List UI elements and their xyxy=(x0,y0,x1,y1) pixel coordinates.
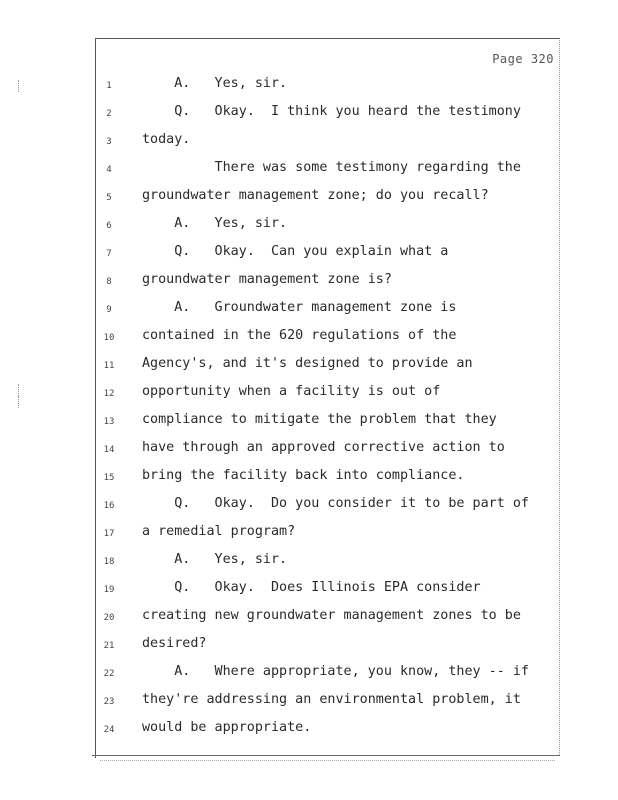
line-number: 11 xyxy=(103,361,115,371)
line-number: 13 xyxy=(103,417,115,427)
transcript-line: groundwater management zone; do you recall? xyxy=(142,188,489,203)
line-number: 21 xyxy=(103,641,115,651)
transcript-line: contained in the 620 regulations of the xyxy=(142,328,457,343)
transcript-line: would be appropriate. xyxy=(142,720,312,735)
transcript-line: have through an approved corrective action to xyxy=(142,440,505,455)
line-number: 22 xyxy=(103,669,115,679)
line-number: 16 xyxy=(103,501,115,511)
transcript-line: A. Yes, sir. xyxy=(142,216,288,231)
page-number: Page 320 xyxy=(492,52,554,66)
bottom-dotted-rule xyxy=(100,760,555,761)
transcript-line: There was some testimony regarding the xyxy=(142,160,521,175)
line-number: 18 xyxy=(103,557,115,567)
transcript-line: a remedial program? xyxy=(142,524,296,539)
line-number: 1 xyxy=(106,81,112,91)
bottom-rule xyxy=(92,755,560,756)
transcript-line: Q. Okay. I think you heard the testimony xyxy=(142,104,521,119)
transcript-line: opportunity when a facility is out of xyxy=(142,384,441,399)
transcript-line: Agency's, and it's designed to provide an xyxy=(142,356,473,371)
hole-punch-mark xyxy=(18,384,21,396)
line-number: 24 xyxy=(103,725,115,735)
line-number: 5 xyxy=(106,193,112,203)
line-number: 17 xyxy=(103,529,115,539)
hole-punch-mark xyxy=(18,80,21,92)
line-number: 10 xyxy=(103,333,115,343)
line-number: 23 xyxy=(103,697,115,707)
line-number: 12 xyxy=(103,389,115,399)
line-number: 6 xyxy=(106,221,112,231)
right-margin-dots xyxy=(559,40,560,755)
line-number: 9 xyxy=(106,305,112,315)
transcript-line: bring the facility back into compliance. xyxy=(142,468,465,483)
transcript-line: today. xyxy=(142,132,191,147)
transcript-line: desired? xyxy=(142,636,207,651)
line-number: 14 xyxy=(103,445,115,455)
transcript-line: creating new groundwater management zones to be xyxy=(142,608,521,623)
line-number: 8 xyxy=(106,277,112,287)
line-number: 20 xyxy=(103,613,115,623)
transcript-line: Q. Okay. Does Illinois EPA consider xyxy=(142,580,481,595)
line-number: 2 xyxy=(106,109,112,119)
transcript-line: they're addressing an environmental problem, it xyxy=(142,692,521,707)
transcript-text xyxy=(142,70,557,742)
line-number: 3 xyxy=(106,137,112,147)
line-number: 19 xyxy=(103,585,115,595)
transcript-line: Q. Okay. Can you explain what a xyxy=(142,244,449,259)
line-number: 15 xyxy=(103,473,115,483)
transcript-line: A. Where appropriate, you know, they -- if xyxy=(142,664,529,679)
transcript-line: A. Yes, sir. xyxy=(142,552,288,567)
transcript-line: Q. Okay. Do you consider it to be part of xyxy=(142,496,529,511)
line-number: 4 xyxy=(106,165,112,175)
transcript-line: groundwater management zone is? xyxy=(142,272,392,287)
transcript-line: A. Groundwater management zone is xyxy=(142,300,457,315)
transcript-line: compliance to mitigate the problem that they xyxy=(142,412,497,427)
transcript-line: A. Yes, sir. xyxy=(142,76,288,91)
hole-punch-mark xyxy=(18,396,21,408)
line-number: 7 xyxy=(106,249,112,259)
line-number-column xyxy=(96,72,122,744)
